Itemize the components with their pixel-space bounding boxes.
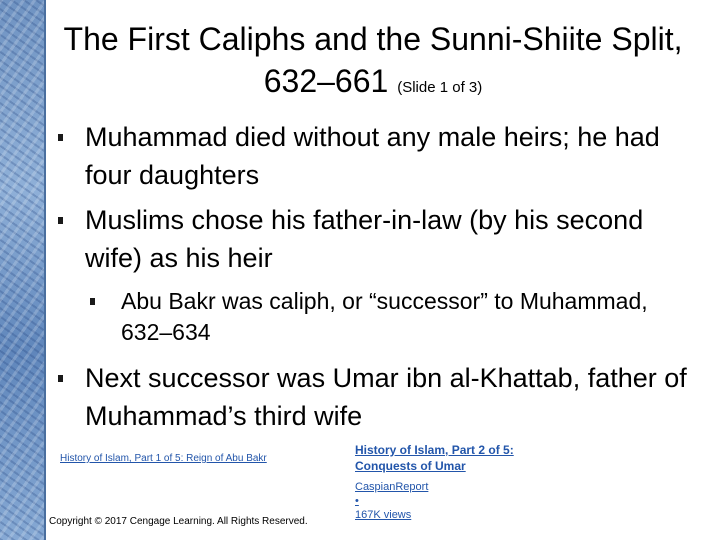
bullet-item-3: [58, 359, 698, 435]
bullet-text: Muhammad died without any male heirs; he had four daughters: [85, 122, 660, 190]
bullet-marker: [58, 375, 63, 382]
video-channel-link[interactable]: CaspianReport: [355, 481, 429, 493]
sub-bullet-item-1: [90, 286, 690, 348]
sub-bullet-text: Abu Bakr was caliph, or “successor” to Muhammad, 632–634: [121, 288, 648, 345]
bullet-item-2: [58, 201, 698, 277]
video-meta-separator: •: [355, 495, 359, 507]
video-views: 167K views: [355, 509, 412, 521]
bullet-marker: [58, 217, 63, 224]
copyright-notice: Copyright © 2017 Cengage Learning. All Rights Reserved.: [49, 516, 308, 527]
slide-title: [48, 18, 698, 109]
bullet-item-1: [58, 118, 698, 194]
video-embed-info[interactable]: [355, 442, 555, 522]
bullet-text: Next successor was Umar ibn al-Khattab, father of Muhammad’s third wife: [85, 363, 687, 431]
bullet-marker: [58, 134, 63, 141]
video-meta: [355, 480, 555, 522]
bullet-text: Muslims chose his father-in-law (by his second wife) as his heir: [85, 205, 644, 273]
slide-title-text: The First Caliphs and the Sunni-Shiite Split, 632–661: [63, 21, 683, 99]
video-title-link[interactable]: History of Islam, Part 2 of 5: Conquests of Umar: [355, 443, 514, 473]
decorative-side-strip: [0, 0, 46, 540]
sub-bullet-marker: [90, 298, 95, 305]
slide-title-subtitle: (Slide 1 of 3): [397, 79, 483, 96]
video-link-part-1[interactable]: History of Islam, Part 1 of 5: Reign of Abu Bakr: [60, 453, 267, 464]
